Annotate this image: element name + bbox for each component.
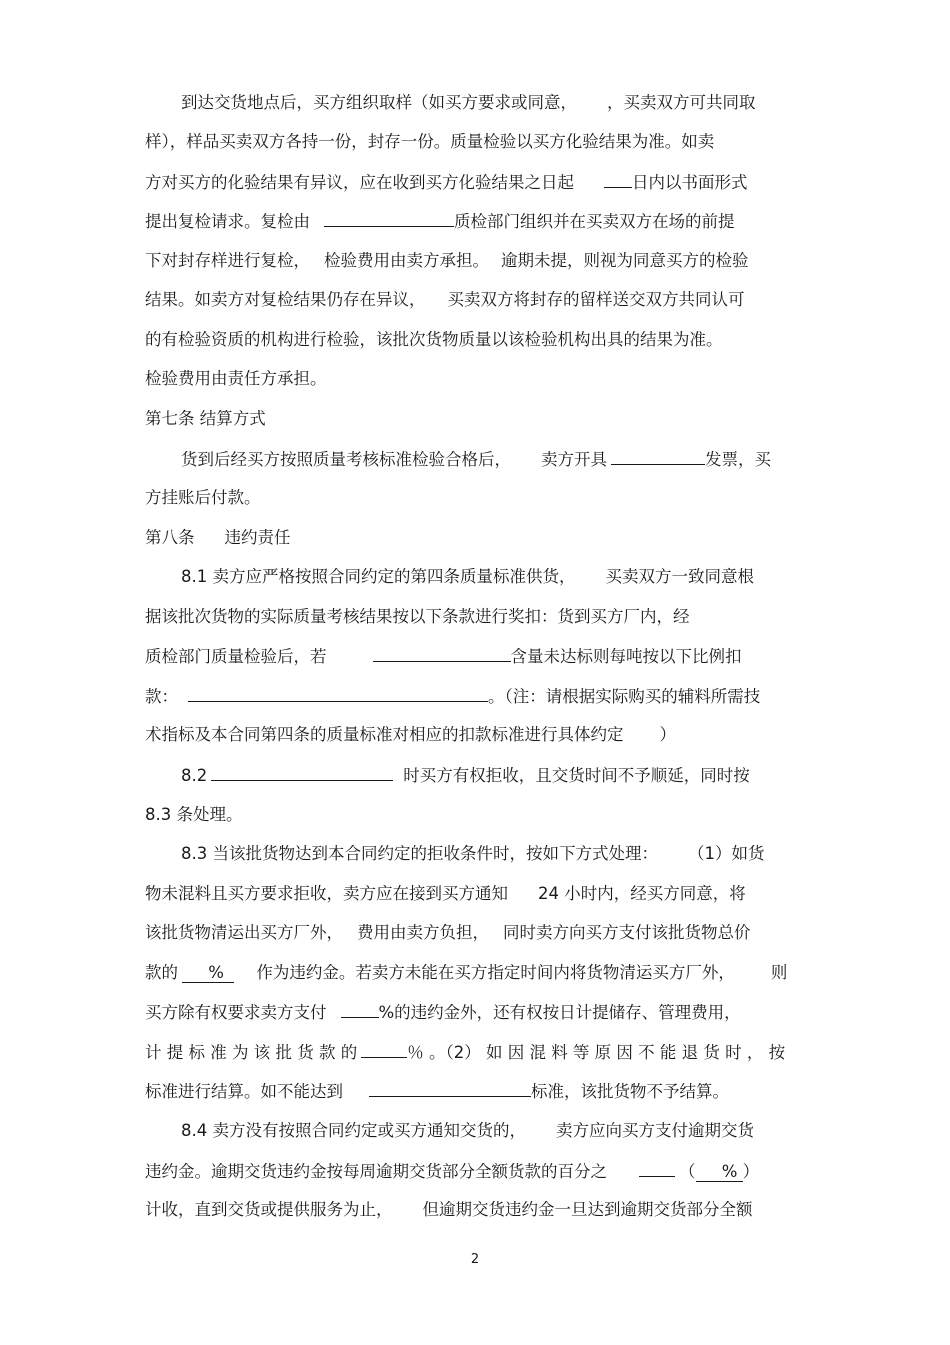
section-heading: 第八条 违约责任	[145, 528, 291, 547]
text-line: 物未混料且买方要求拒收，卖方应在接到买方通知 24 小时内，经买方同意，将	[145, 884, 746, 903]
blank-field	[188, 685, 488, 702]
text-line: 计收，直到交货或提供服务为止， 但逾期交货违约金一旦达到逾期交货部分全额	[145, 1200, 753, 1219]
text-line: 8.4 卖方没有按照合同约定或买方通知交货的， 卖方应向买方支付逾期交货	[181, 1121, 754, 1140]
text-line: 样），样品买卖双方各持一份，封存一份。质量检验以买方化验结果为准。如卖	[145, 132, 715, 151]
blank-field	[361, 1041, 407, 1058]
text-line: 方对买方的化验结果有异议，应在收到买方化验结果之日起 日内以书面形式	[145, 173, 748, 192]
blank-field	[369, 1080, 531, 1097]
text-line: 货到后经买方按照质量考核标准检验合格后， 卖方开具 发票，买	[181, 450, 771, 469]
blank-field	[341, 1001, 379, 1018]
text-line: 的有检验资质的机构进行检验，该批次货物质量以该检验机构出具的结果为准。	[145, 330, 723, 349]
text-line: 款的 % 作为违约金。若卖方未能在买方指定时间内将货物清运买方厂外， 则	[145, 963, 788, 982]
text-line: 8.1 卖方应严格按照合同约定的第四条质量标准供货， 买卖双方一致同意根	[181, 567, 754, 586]
text-line: 标准进行结算。如不能达到 标准，该批货物不予结算。	[145, 1082, 729, 1101]
blank-field	[604, 171, 632, 188]
blank-field	[639, 1160, 675, 1177]
text-line: 8.2 时买方有权拒收，且交货时间不予顺延，同时按	[181, 766, 750, 785]
text-line: 违约金。逾期交货违约金按每周逾期交货部分全额货款的百分之 （ % ）	[145, 1162, 760, 1181]
text-line: 买方除有权要求卖方支付 %的违约金外，还有权按日计提储存、管理费用，	[145, 1003, 741, 1022]
text-line: 提出复检请求。复检由 质检部门组织并在买卖双方在场的前提	[145, 212, 735, 231]
text-line: 方挂账后付款。	[145, 488, 261, 507]
section-heading: 第七条 结算方式	[145, 409, 266, 428]
text-line: 8.3 当该批货物达到本合同约定的拒收条件时，按如下方式处理： （1）如货	[181, 844, 765, 863]
text-line: 术指标及本合同第四条的质量标准对相应的扣款标准进行具体约定 ）	[145, 725, 676, 744]
text-line: 计 提 标 准 为 该 批 货 款 的 ％ 。（2） 如 因 混 料 等 原 因 不 能 退 货 时 ， 按	[145, 1043, 786, 1062]
text-line: 到达交货地点后，买方组织取样（如买方要求或同意， ，买卖双方可共同取	[181, 93, 756, 112]
text-line: 质检部门质量检验后，若 含量未达标则每吨按以下比例扣	[145, 647, 742, 666]
text-line: 检验费用由责任方承担。	[145, 369, 327, 388]
page-number: 2	[470, 1252, 480, 1267]
blank-field: %	[182, 963, 234, 983]
text-line: 8.3 条处理。	[145, 805, 243, 824]
blank-field	[211, 764, 393, 781]
text-line: 据该批次货物的实际质量考核结果按以下条款进行奖扣：货到买方厂内，经	[145, 607, 690, 626]
text-line: 款： 。（注：请根据实际购买的辅料所需技	[145, 687, 761, 706]
blank-field	[611, 448, 705, 465]
text-line: 该批货物清运出买方厂外， 费用由卖方负担， 同时卖方向买方支付该批货物总价	[145, 923, 751, 942]
text-line: 结果。如卖方对复检结果仍存在异议， 买卖双方将封存的留样送交双方共同认可	[145, 290, 745, 309]
blank-field	[324, 210, 454, 227]
blank-field: %	[696, 1162, 743, 1182]
blank-field	[373, 645, 511, 662]
text-line: 下对封存样进行复检， 检验费用由卖方承担。 逾期未提，则视为同意买方的检验	[145, 251, 749, 270]
